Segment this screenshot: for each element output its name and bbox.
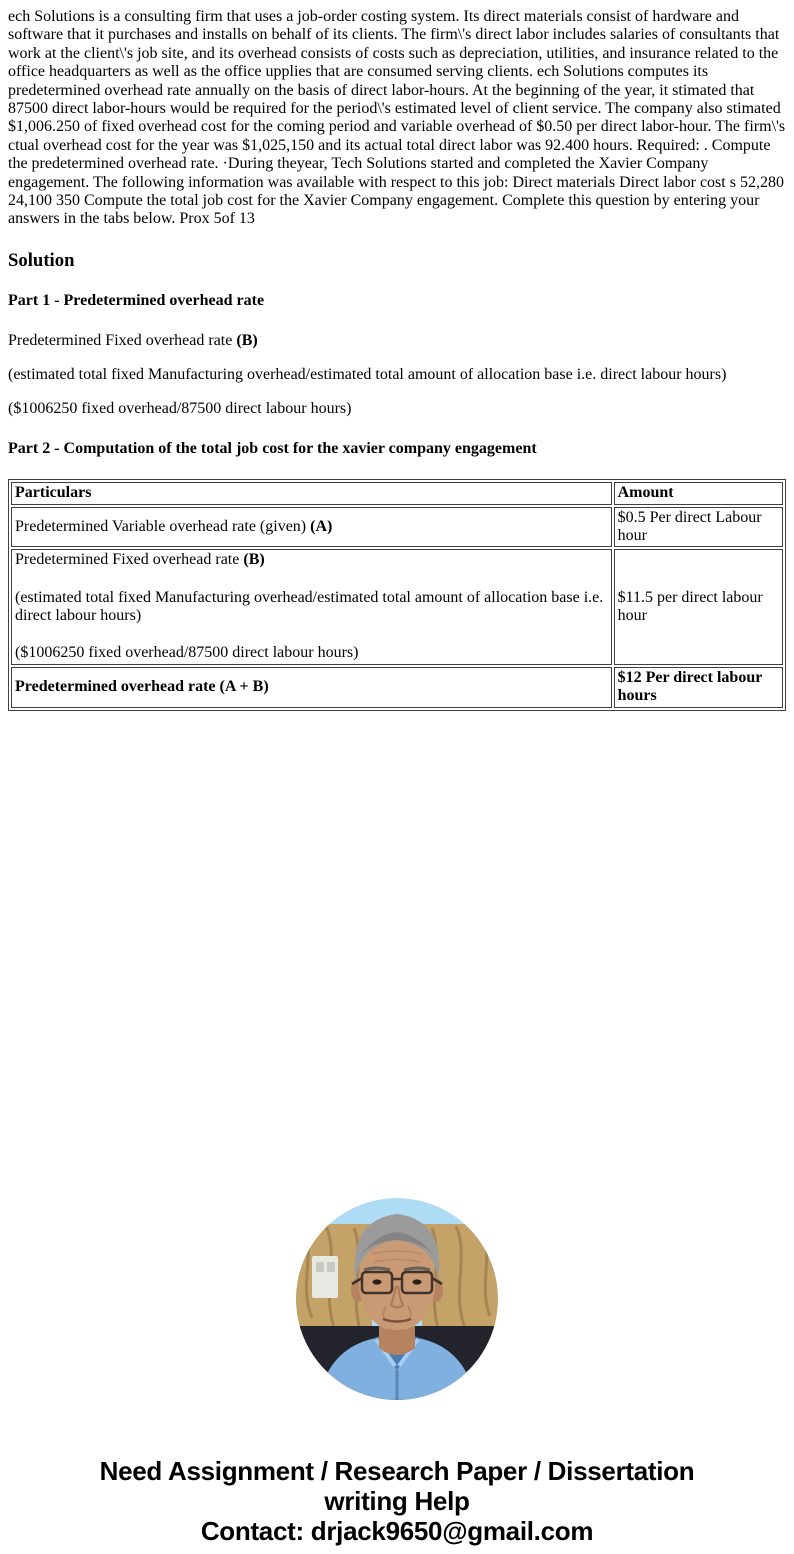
footer-ad bbox=[8, 1456, 786, 1546]
avatar bbox=[296, 1198, 498, 1400]
avatar-container bbox=[8, 1198, 786, 1405]
table-row bbox=[11, 549, 783, 665]
cell-total-rate: Predetermined overhead rate (A + B) bbox=[11, 667, 612, 708]
cell-variable-rate-amount: $0.5 Per direct Labour hour bbox=[614, 507, 783, 548]
job-cost-table bbox=[8, 479, 786, 711]
footer-line-1: Need Assignment / Research Paper / Dissertation bbox=[99, 1456, 695, 1487]
fixed-rate-formula: (estimated total fixed Manufacturing overhead/estimated total amount of allocation base i.e. direct labour hours) bbox=[15, 588, 604, 625]
whitespace-spacer bbox=[8, 711, 786, 1198]
fixed-rate-text: Predetermined Fixed overhead rate bbox=[15, 551, 244, 569]
part1-rate-label-bold: (B) bbox=[236, 331, 258, 349]
fixed-rate-bold: (B) bbox=[243, 551, 265, 569]
part1-heading: Part 1 - Predetermined overhead rate bbox=[8, 292, 265, 310]
part2-heading: Part 2 - Computation of the total job cost for the xavier company engagement bbox=[8, 439, 537, 457]
cell-fixed-rate bbox=[11, 549, 612, 665]
part1-rate-label: Predetermined Fixed overhead rate bbox=[8, 331, 237, 349]
intro-paragraph: ech Solutions is a consulting firm that uses a job-order costing system. Its direct materials consist of hardware and software that it purchases and installs on behalf of its clients. The firm\'s direct labor includes salaries of consultants that work at the client\'s job site, and its overhead consists of costs such as depreciation, utilities, and insurance related to the office headquarters as well as the office upplies that are consumed serving clients. ech Solutions computes its predetermined overhead rate annually on the basis of direct labor-hours. At the beginning of the year, it stimated that 87500 direct labor-hours would be required for the period\'s estimated level of client service. The company also stimated $1,006.250 of fixed overhead cost for the coming period and variable overhead of $0.50 per direct labor-hour. The firm\'s ctual overhead cost for the year was $1,025,150 and its actual total direct labor was 92.400 hours. Required: . Compute the predetermined overhead rate. ·During theyear, Tech Solutions started and completed the Xavier Company engagement. The following information was available with respect to this job: Direct materials Direct labor cost s 52,280 24,100 350 Compute the total job cost for the Xavier Company engagement. Complete this question by entering your answers in the tabs below. Prox 5of 13 bbox=[8, 8, 786, 228]
footer-line-2: writing Help bbox=[324, 1486, 470, 1517]
solution-heading: Solution bbox=[8, 249, 75, 271]
variable-rate-bold: (A) bbox=[310, 517, 333, 535]
header-cell-amount: Amount bbox=[614, 482, 783, 504]
part1-rate-line bbox=[8, 332, 786, 350]
cell-variable-rate bbox=[11, 507, 612, 548]
part1-calculation: ($1006250 fixed overhead/87500 direct labour hours) bbox=[8, 400, 352, 418]
table-header-row bbox=[11, 482, 783, 504]
portrait-photo-illustration bbox=[296, 1198, 498, 1400]
variable-rate-text: Predetermined Variable overhead rate (given) bbox=[15, 517, 311, 535]
header-cell-particulars: Particulars bbox=[11, 482, 612, 504]
table-row-total bbox=[11, 667, 783, 708]
fixed-rate-line bbox=[15, 551, 608, 569]
cell-fixed-rate-amount: $11.5 per direct labour hour bbox=[614, 549, 783, 665]
fixed-rate-calculation: ($1006250 fixed overhead/87500 direct labour hours) bbox=[15, 644, 359, 662]
cell-total-rate-amount: $12 Per direct labour hours bbox=[614, 667, 783, 708]
footer-contact-line: Contact: drjack9650@gmail.com bbox=[200, 1516, 594, 1547]
part1-formula: (estimated total fixed Manufacturing overhead/estimated total amount of allocation base i.e. direct labour hours) bbox=[8, 365, 727, 383]
table-row bbox=[11, 507, 783, 548]
